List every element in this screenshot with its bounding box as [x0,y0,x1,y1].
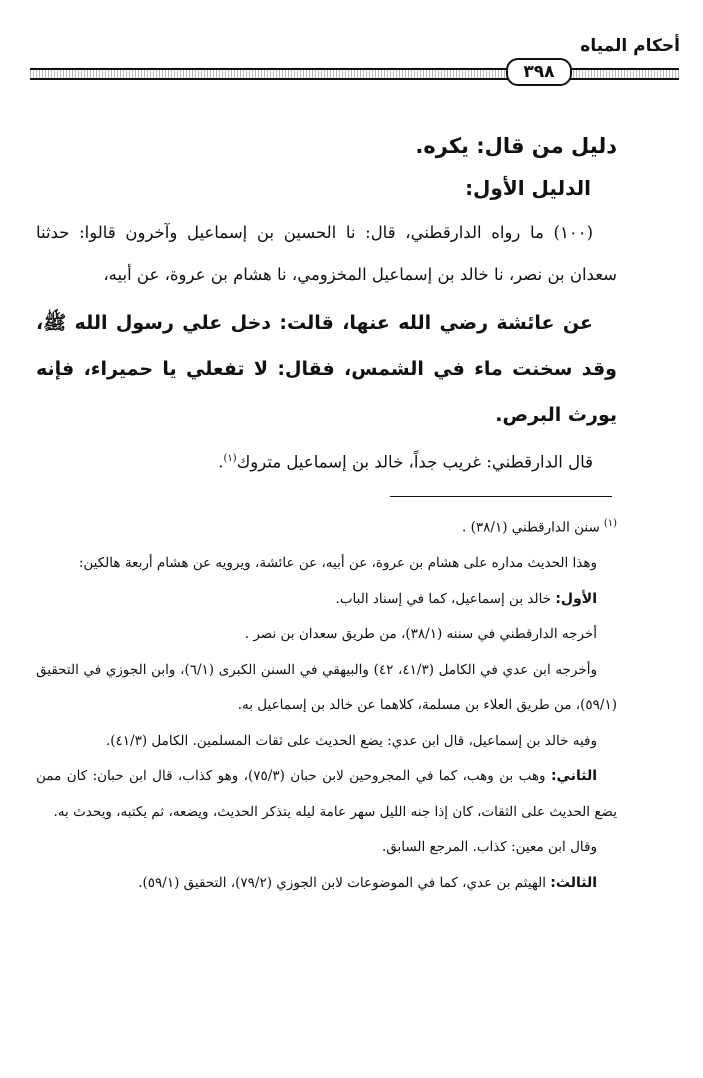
footnote-line: أخرجه الدارقطني في سننه (٣٨/١)، من طريق سعدان بن نصر . [244,626,597,642]
footnote-item-second [36,759,617,830]
footnote-line: وفيه خالد بن إسماعيل، قال ابن عدي: يضع الحديث على ثقات المسلمين. الكامل (٤١/٣). [105,732,597,749]
footnote-1 [36,506,617,546]
footnote-1-text: سنن الدارقطني (٣٨/١) . [462,519,600,536]
footnote-line: وهذا الحديث مداره على هشام بن عروة، عن أبيه، عن عائشة، ويرويه عن هشام أربعة هالكين: [78,555,597,571]
footnote-divider [390,496,612,497]
footnote-line: وأخرجه ابن عدي في الكامل (٤١/٣، ٤٢) والبيهقي في السنن الكبرى (٦/١)، وابن الجوزي في التحقيق (٥٩/١)، من طريق العلاء بن مسلمة، كلاهما عن خالد بن إسماعيل به. [36,661,617,713]
header-rule [30,68,679,80]
section-heading: دليل من قال: يكره. [415,134,617,158]
footnote-reference: (١) [223,453,237,464]
subsection-heading: الدليل الأول: [465,176,591,200]
footnotes [36,506,617,901]
grading-period: . [218,452,224,472]
footnote-line: وقال ابن معين: كذاب. المرجع السابق. [381,839,597,855]
footnote-marker: (١) [603,518,617,529]
item-text-third: الهيثم بن عدي، كما في الموضوعات لابن الجوزي (٧٩/٢)، التحقيق (٥٩/١). [138,874,546,891]
grading-text: قال الدارقطني: غريب جداً، خالد بن إسماعيل متروك [236,452,593,472]
item-label-first: الأول: [555,590,597,607]
hadith-text: عن عائشة رضي الله عنها، قالت: دخل علي رسول الله ﷺ، وقد سخنت ماء في الشمس، فقال: لا تفعلي يا حميراء، فإنه يورث البرص. [36,312,617,426]
item-text-first: خالد بن إسماعيل، كما في إسناد الباب. [335,590,552,607]
item-label-third: الثالث: [550,874,597,891]
main-text [36,124,617,484]
footnote-item-third [36,866,617,902]
isnad-paragraph: (١٠٠) ما رواه الدارقطني، قال: نا الحسين بن إسماعيل وآخرون قالوا: حدثنا سعدان بن نصر، نا خالد بن إسماعيل المخزومي، نا هشام بن عروة، عن أبيه، [36,223,617,284]
item-label-second: الثاني: [550,768,597,784]
footnote-item-first [36,582,617,618]
running-title: أحكام المياه [580,36,680,56]
page-number: ٣٩٨ [506,58,572,86]
grading-paragraph [36,438,617,484]
item-text-second: وهب بن وهب، كما في المجروحين لابن حبان (٧٥/٣)، وهو كذاب، قال ابن حبان: كان ممن يضع الحديث على الثقات، كان إذا جنه الليل سهر عامة ليله يتذكر الحديث، ويضعه، ثم يكتبه، ويحدث به. [36,768,617,820]
